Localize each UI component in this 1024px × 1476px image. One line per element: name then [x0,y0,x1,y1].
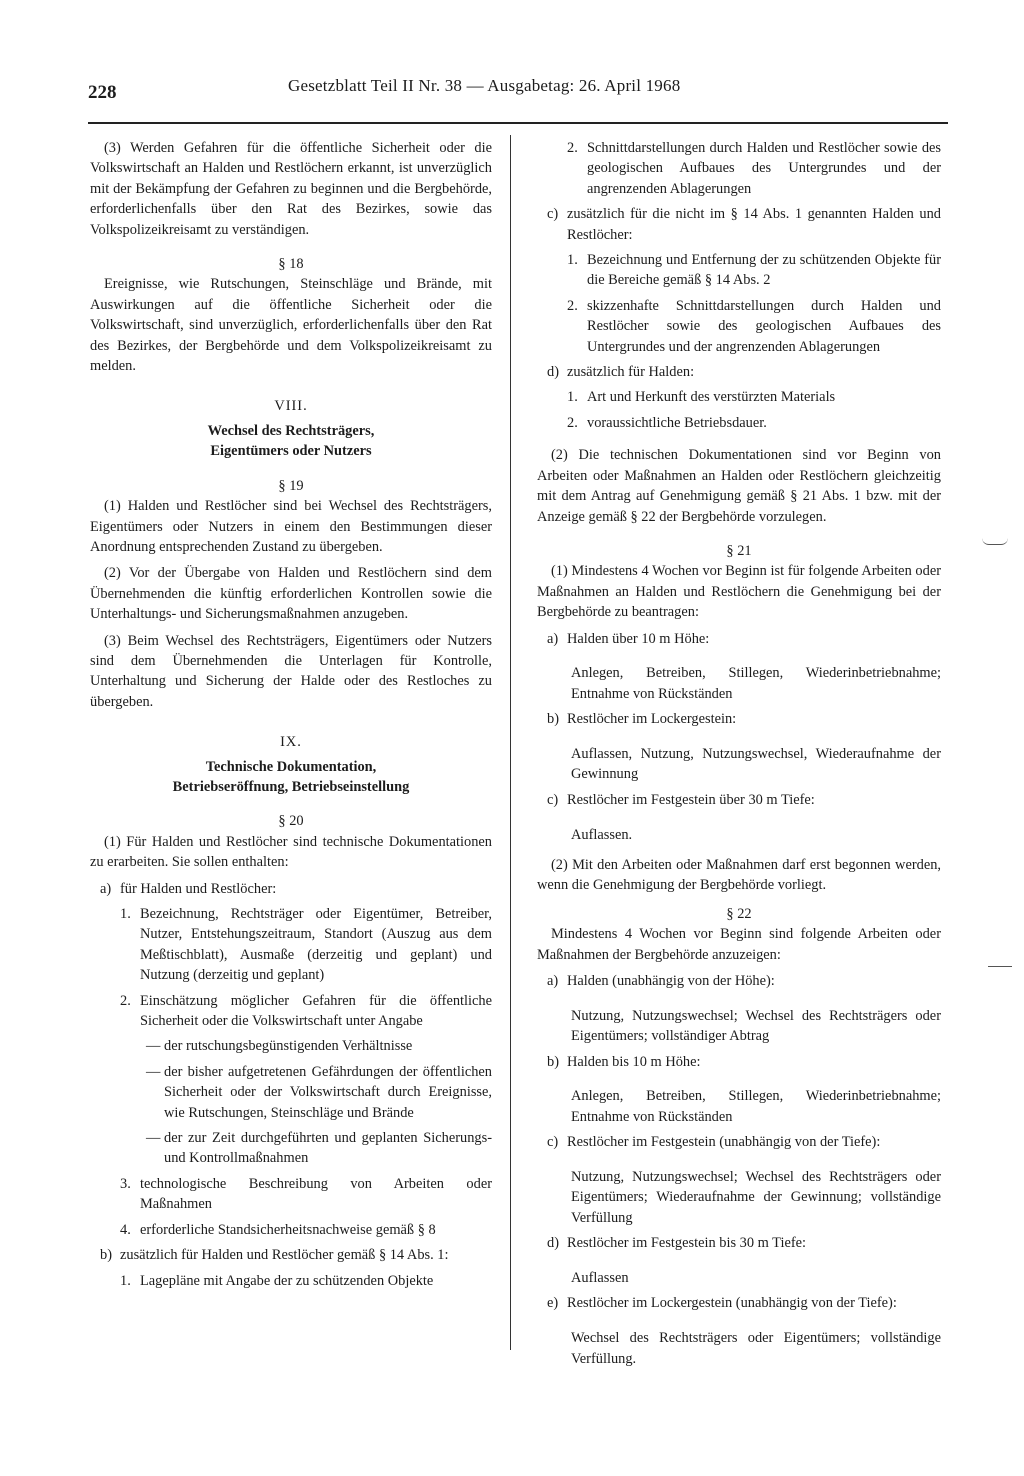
list-label: a) [547,972,559,989]
section-21-label: § 21 [726,542,752,559]
list-label: 2. [567,297,578,314]
margin-mark [988,966,1012,967]
list-item-21a [547,629,941,649]
right-column [537,138,941,1374]
list-label: 4. [120,1221,131,1238]
list-text: Bezeichnung, Rechtsträger oder Eigentümer, Betreiber, Nutzer, Entstehungszeitraum, Standort (Auszug aus dem Meßtischblatt), Ausmaße (derzeitig und geplant) und Nutzung (derzeitig und geplant) [140,906,492,984]
part-ix-label: IX. [280,734,302,751]
dash-item-3 [146,1128,492,1169]
page-number: 228 [88,82,117,103]
paragraph-19-3: (3) Beim Wechsel des Rechtsträgers, Eigentümers oder Nutzers sind dem Übernehmenden die Unterlagen für Kontrolle, Unterhaltung und Sicherung der Halde oder des Restloches zu übergeben. [90,632,492,710]
list-text: Restlöcher im Festgestein bis 30 m Tiefe: [567,1235,807,1252]
list-item-b2 [567,138,941,199]
list-item-a2 [120,991,492,1032]
list-item-a [100,879,492,899]
list-label: a) [547,630,559,647]
section-22-label: § 22 [726,905,752,922]
list-text: Einschätzung möglicher Gefahren für die öffentliche Sicherheit oder die Volkswirtschaft unter Angabe [140,992,492,1030]
paragraph-19-2: (2) Vor der Übergabe von Halden und Restlöchern sind dem Übernehmenden die künftig erforderlichen Kontrollen sowie die Unterhaltungs- und Sicherungsmaßnahmen anzugeben. [90,565,492,623]
list-text: Halden über 10 m Höhe: [567,630,710,647]
list-item-22b [547,1052,941,1072]
list-text: skizzenhafte Schnittdarstellungen durch Halden und Restlöcher sowie des geologischen Aufbaues des Untergrundes und der angrenzenden Ablagerungen [587,297,941,355]
list-item-22c [547,1132,941,1152]
list-subtext-21b: Auflassen, Nutzung, Nutzungswechsel, Wiederaufnahme der Gewinnung [571,745,941,783]
list-text: der rutschungsbegünstigenden Verhältnisse [164,1038,413,1055]
list-item-22d [547,1233,941,1253]
paragraph-18: Ereignisse, wie Rutschungen, Steinschläge und Brände, mit Auswirkungen auf die öffentliche Sicherheit oder die Volkswirtschaft, sind unverzüglich, erforderlichenfalls über den Rat des Bezirkes, der Bergbehörde und dem Volkspolizeikreisamt zu melden. [90,276,492,375]
list-item-a3 [120,1174,492,1215]
list-label: 2. [120,992,131,1009]
part-ix-heading-line1: Technische Dokumentation, [205,758,377,775]
list-subtext-21a: Anlegen, Betreiben, Stillegen, Wiederinbetriebnahme; Entnahme von Rückständen [571,665,941,702]
dash-marker: — [146,1038,161,1055]
list-label: 2. [567,414,578,431]
list-subtext-22e: Wechsel des Rechtsträgers oder Eigentümers; vollständige Verfüllung. [571,1330,941,1367]
part-ix-heading-line2: Betriebseröffnung, Betriebseinstellung [172,778,410,795]
dash-item-1 [146,1036,492,1056]
list-label: 1. [120,1272,131,1289]
paragraph-21-2: (2) Mit den Arbeiten oder Maßnahmen darf erst begonnen werden, wenn die Genehmigung der Bergbehörde vorliegt. [537,856,941,894]
list-item-d2 [567,413,941,433]
list-item-c [547,204,941,245]
paragraph-19-1: (1) Halden und Restlöcher sind bei Wechsel des Rechtsträgers, Eigentümers oder Nutzers in einem den Bestimmungen dieser Anordnung entsprechenden Zustand zu übergeben. [90,498,492,555]
list-text: der bisher aufgetretenen Gefährdungen der öffentlichen Sicherheit oder der Volkswirtschaft durch Ereignisse, wie Rutschungen, Steinschläge und Brände [164,1063,492,1121]
list-text: Schnittdarstellungen durch Halden und Restlöcher sowie des geologischen Aufbaues des Untergrundes und der angrenzenden Ablagerungen [587,140,941,197]
list-label: 1. [567,252,578,269]
list-item-21b [547,709,941,729]
dash-marker: — [146,1130,161,1147]
list-text: Restlöcher im Festgestein über 30 m Tiefe: [567,791,815,808]
list-text: Restlöcher im Lockergestein (unabhängig von der Tiefe): [567,1295,897,1312]
section-18-label: § 18 [278,256,304,273]
list-item-21c [547,790,941,810]
list-item-b [100,1245,492,1265]
left-column [90,138,492,1296]
list-item-c2 [567,296,941,357]
paragraph-21-1: (1) Mindestens 4 Wochen vor Beginn ist für folgende Arbeiten oder Maßnahmen an Halden und Restlöchern die Genehmigung bei der Bergbehörde zu beantragen: [537,563,941,621]
list-text: voraussichtliche Betriebsdauer. [587,414,767,431]
list-text: zusätzlich für die nicht im § 14 Abs. 1 genannten Halden und Restlöcher: [567,206,941,243]
list-item-b1 [120,1271,492,1291]
list-text: erforderliche Standsicherheitsnachweise gemäß § 8 [140,1221,436,1238]
list-label: c) [547,206,559,223]
section-20-label: § 20 [278,813,304,830]
list-label: d) [547,1235,559,1252]
list-text: zusätzlich für Halden: [567,364,695,381]
part-viii-heading-line1: Wechsel des Rechtsträgers, [207,422,375,439]
list-label: b) [547,1053,559,1070]
list-item-a4 [120,1220,492,1240]
list-label: b) [100,1247,112,1264]
list-subtext-22c: Nutzung, Nutzungswechsel; Wechsel des Rechtsträgers oder Eigentümers; Wiederaufnahme der Gewinnung; vollständige Verfüllung [571,1169,941,1226]
page-header [88,74,948,110]
list-item-c1 [567,250,941,291]
paragraph-17-3: (3) Werden Gefahren für die öffentliche Sicherheit oder die Volkswirtschaft an Halden und Restlöchern erkannt, ist unverzüglich mit der Bekämpfung der Gefahren zu beginnen und die Bergbehörde, erforderlichenfalls über den Rat des Bezirkes, sowie das Volkspolizeikreisamt zu verständigen. [90,140,492,238]
paragraph-20-2: (2) Die technischen Dokumentationen sind vor Beginn von Arbeiten oder Maßnahmen an Halden oder Restlöchern gleichzeitig mit dem Antrag auf Genehmigung gemäß § 21 Abs. 1 bzw. mit der Anzeige gemäß § 22 der Bergbehörde vorzulegen. [537,447,941,525]
list-text: Halden bis 10 m Höhe: [567,1053,701,1070]
list-subtext-22a: Nutzung, Nutzungswechsel; Wechsel des Rechtsträgers oder Eigentümers; vollständiger Abtrag [571,1007,941,1045]
margin-mark [982,538,1008,545]
list-text: Bezeichnung und Entfernung der zu schützenden Objekte für die Bereiche gemäß § 14 Abs. 2 [587,252,941,289]
header-rule [88,122,948,124]
list-label: a) [100,880,112,897]
section-19-label: § 19 [278,477,304,494]
part-viii-label: VIII. [274,398,308,415]
list-label: 1. [120,906,131,922]
list-subtext-22b: Anlegen, Betreiben, Stillegen, Wiederinbetriebnahme; Entnahme von Rückständen [571,1088,941,1125]
paragraph-20-1: (1) Für Halden und Restlöcher sind technische Dokumentationen zu erarbeiten. Sie sollen enthalten: [90,833,492,871]
list-text: Halden (unabhängig von der Höhe): [567,972,775,989]
list-text: technologische Beschreibung von Arbeiten oder Maßnahmen [140,1175,492,1213]
list-item-d1 [567,387,941,407]
dash-marker: — [146,1063,161,1080]
list-label: 3. [120,1175,131,1192]
list-text: zusätzlich für Halden und Restlöcher gemäß § 14 Abs. 1: [120,1247,449,1264]
list-label: b) [547,711,559,728]
list-label: 2. [567,140,578,156]
list-item-22e [547,1293,941,1313]
list-text: Restlöcher im Lockergestein: [567,711,737,728]
list-item-22a [547,971,941,991]
running-title: Gesetzblatt Teil II Nr. 38 — Ausgabetag: 26. April 1968 [288,76,681,95]
paragraph-22: Mindestens 4 Wochen vor Beginn sind folgende Arbeiten oder Maßnahmen der Bergbehörde anzuzeigen: [537,926,941,963]
list-text: Art und Herkunft des verstürzten Materials [587,389,836,406]
list-text: Lagepläne mit Angabe der zu schützenden Objekte [140,1272,434,1289]
list-text: für Halden und Restlöcher: [120,880,277,897]
list-item-d [547,362,941,382]
list-text: der zur Zeit durchgeführten und geplanten Sicherungs- und Kontrollmaßnahmen [164,1130,492,1167]
list-item-a1 [120,904,492,986]
dash-item-2 [146,1062,492,1123]
list-subtext-22d: Auflassen [571,1270,629,1287]
column-divider [510,135,511,1350]
list-text: Restlöcher im Festgestein (unabhängig von der Tiefe): [567,1134,881,1151]
list-label: e) [547,1295,559,1312]
list-label: c) [547,791,559,808]
list-label: c) [547,1134,559,1151]
list-subtext-21c: Auflassen. [571,826,633,843]
part-viii-heading-line2: Eigentümers oder Nutzers [210,443,372,460]
list-label: d) [547,364,559,381]
list-label: 1. [567,389,578,406]
